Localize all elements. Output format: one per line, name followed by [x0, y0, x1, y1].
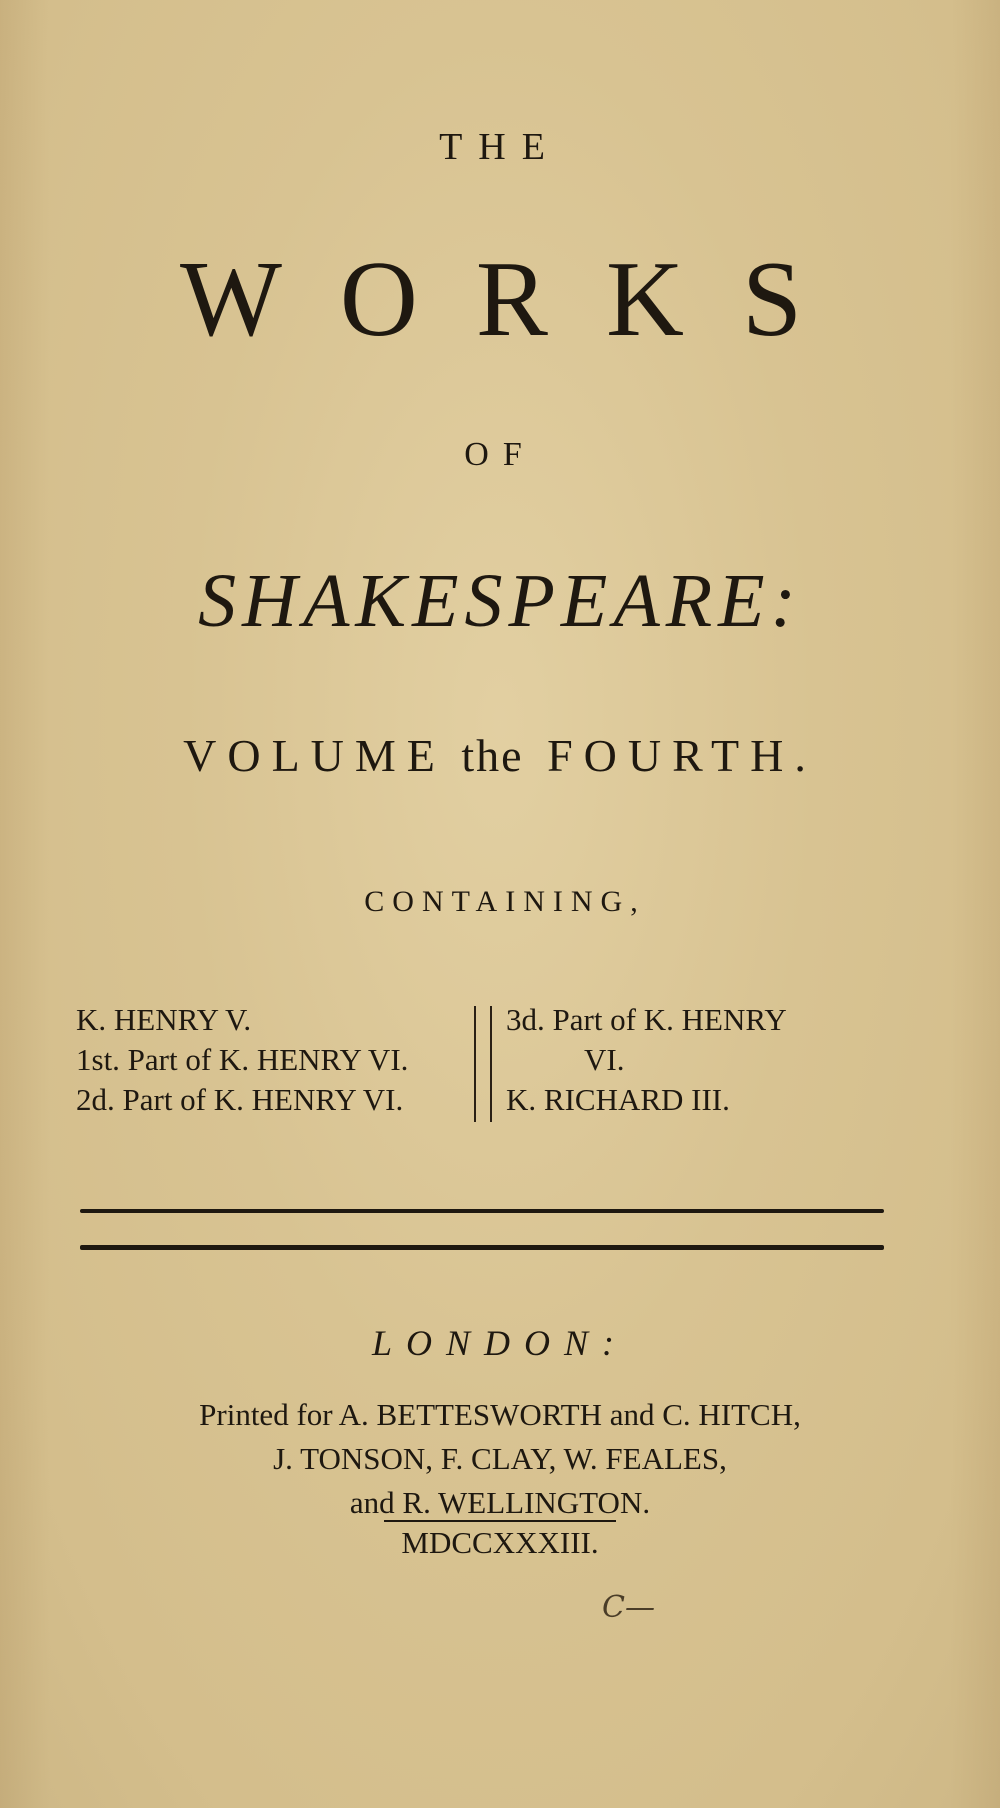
horizontal-rule-bottom [80, 1245, 884, 1250]
imprint-year: MDCCXXXIII. [401, 1525, 599, 1560]
contents-item: K. RICHARD III. [506, 1082, 730, 1117]
volume-line [0, 728, 1000, 784]
containing-heading: CONTAINING, [364, 885, 646, 918]
contents-item: 2d. Part of K. HENRY VI. [76, 1082, 404, 1117]
contents-right-column [506, 1000, 926, 1120]
title-of: OF [464, 436, 536, 473]
printers-line: and R. WELLINGTON. [349, 1485, 651, 1520]
imprint-printers [0, 1393, 1000, 1525]
title-works: WORKS [179, 240, 861, 359]
contents-item: VI. [584, 1042, 625, 1077]
printers-line: J. TONSON, F. CLAY, W. FEALES, [273, 1441, 727, 1476]
column-divider-left [474, 1006, 476, 1122]
column-divider-right [490, 1006, 492, 1122]
volume-the-word: the [461, 730, 524, 781]
volume-fourth-word: FOURTH. [547, 730, 817, 781]
contents-item: K. HENRY V. [76, 1002, 252, 1037]
contents-left-column [76, 1000, 476, 1120]
volume-word: VOLUME [183, 730, 446, 781]
imprint-year-block [0, 1520, 1000, 1564]
title-the: THE [439, 126, 561, 168]
horizontal-rule-top [80, 1209, 884, 1213]
contents-item: 3d. Part of K. HENRY [506, 1002, 787, 1037]
printers-line: Printed for A. BETTESWORTH and C. HITCH, [199, 1397, 801, 1432]
author-name: SHAKESPEARE: [198, 559, 802, 643]
handwritten-mark: C— [602, 1590, 655, 1625]
contents-list [76, 1000, 916, 1130]
imprint-place: LONDON: [371, 1323, 629, 1363]
contents-item: 1st. Part of K. HENRY VI. [76, 1042, 409, 1077]
